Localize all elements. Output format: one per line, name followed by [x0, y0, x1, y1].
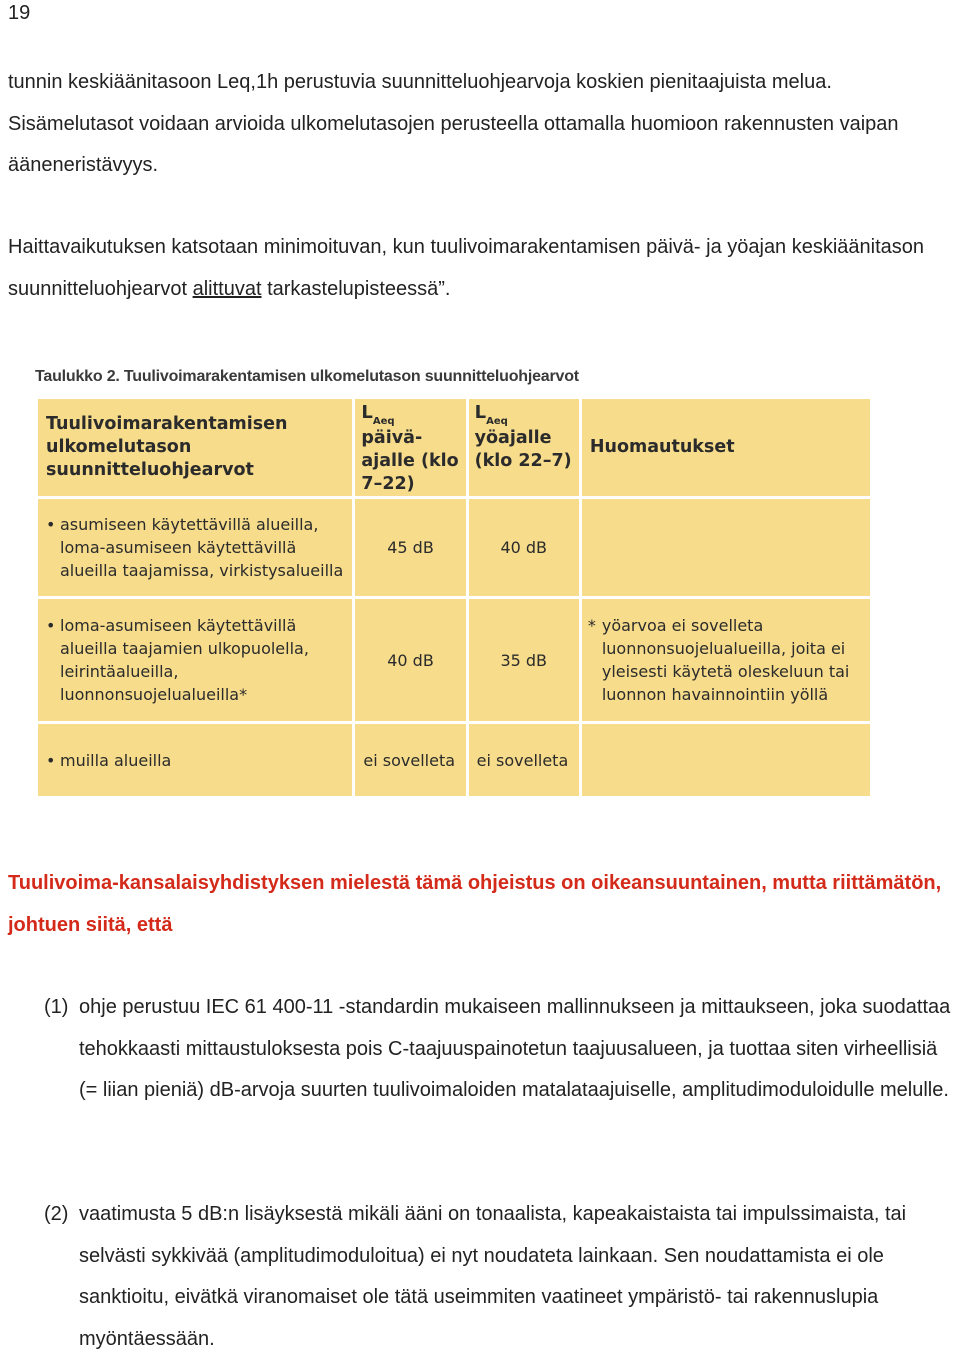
intro-paragraph: tunnin keskiäänitasoon Leq,1h perustuvia suunnitteluohjearvoja koskien pienitaajuista melua. Sisämelutasot voidaan arvioida ulkomelutasojen perusteella ottamalla huomioon rakennusten vaipan ääneneristävyys. [8, 71, 899, 176]
bullet-icon: • [46, 616, 56, 635]
row-area-cell [37, 723, 354, 798]
row-day-value: 40 dB [354, 598, 467, 723]
row-area: asumiseen käytettävillä alueilla, loma-asumiseen käytettävillä alueilla taajamissa, virkistysalueilla [60, 515, 344, 580]
row-note [580, 498, 871, 598]
row-note [580, 723, 871, 798]
row-day-value: ei sovelleta [354, 723, 467, 798]
item-text: vaatimusta 5 dB:n lisäyksestä mikäli ääni on tonaalista, kapeakaistaista tai impulssimaista, tai selvästi sykkivää (amplitudimoduloitua) ei nyt noudateta lainkaan. Sen noudattamista ei ole sanktioitu, eivätkä viranomaiset ole tätä useimmiten vaatineet ympäristö- tai rakennuslupia myöntäessään. [79, 1203, 907, 1350]
bullet-icon: • [46, 750, 56, 770]
list-item [44, 1194, 958, 1360]
header-night [467, 398, 580, 498]
row-area: muilla alueilla [60, 750, 172, 770]
table-row [37, 598, 872, 723]
asterisk-marker: * [587, 616, 596, 635]
criteria-text: Haittavaikutuksen katsotaan minimoituvan, kun tuulivoimarakentamisen päivä- ja yöajan keskiäänitason suunnitteluohjearvot [8, 236, 925, 300]
row-day-value: 45 dB [354, 498, 467, 598]
item-number: (2) [44, 1203, 69, 1225]
header-notes: Huomautukset [580, 398, 871, 498]
row-note-cell [580, 598, 871, 723]
table-caption: Taulukko 2. Tuulivoimarakentamisen ulkomelutason suunnitteluohjearvot [35, 368, 579, 385]
header-night-text: yöajalle (klo 22–7) [474, 428, 572, 471]
bullet-icon: • [46, 515, 56, 534]
row-note: yöarvoa ei sovelleta luonnonsuojelualueilla, joita ei yleisesti käytetä oleskeluun tai luonnon havainnointiin yöllä [601, 616, 850, 704]
association-statement: Tuulivoima-kansalaisyhdistyksen mielestä tämä ohjeistus on oikeansuuntainen, mutta riittämätön, johtuen siitä, että [8, 872, 942, 936]
header-day [354, 398, 467, 498]
header-day-sub: Aeq [372, 416, 395, 427]
row-night-value: 35 dB [467, 598, 580, 723]
table-header-row [37, 398, 872, 498]
guideline-table [35, 396, 873, 799]
criteria-paragraph [8, 227, 953, 310]
table-row [37, 498, 872, 598]
page-number: 19 [8, 2, 31, 24]
header-day-text: päivä-ajalle (klo 7–22) [361, 428, 459, 494]
table-row [37, 723, 872, 798]
row-area-cell [37, 598, 354, 723]
header-day-symbol: L [361, 402, 373, 423]
row-area: loma-asumiseen käytettävillä alueilla taajamien ulkopuolella, leirintäalueilla, luonnonsuojelualueilla* [60, 616, 309, 704]
row-night-value: ei sovelleta [467, 723, 580, 798]
criteria-text-end: tarkastelupisteessä”. [261, 277, 451, 300]
header-night-sub: Aeq [486, 416, 508, 427]
underlined-word: alittuvat [192, 277, 262, 300]
header-area: Tuulivoimarakentamisen ulkomelutason suunnitteluohjearvot [37, 398, 354, 498]
row-night-value: 40 dB [467, 498, 580, 598]
row-area-cell [37, 498, 354, 598]
list-item [44, 987, 958, 1112]
header-night-symbol: L [474, 402, 487, 423]
item-number: (1) [44, 996, 69, 1018]
item-text: ohje perustuu IEC 61 400-11 -standardin mukaiseen mallinnukseen ja mittaukseen, joka suodattaa tehokkaasti mittaustuloksesta pois C-taajuuspainotetun taajuusalueen, ja tuottaa siten virheellisiä (= liian pieniä) dB-arvoja suurten tuulivoimaloiden matalataajuiselle, amplitudimoduloidulle melulle. [79, 996, 951, 1101]
